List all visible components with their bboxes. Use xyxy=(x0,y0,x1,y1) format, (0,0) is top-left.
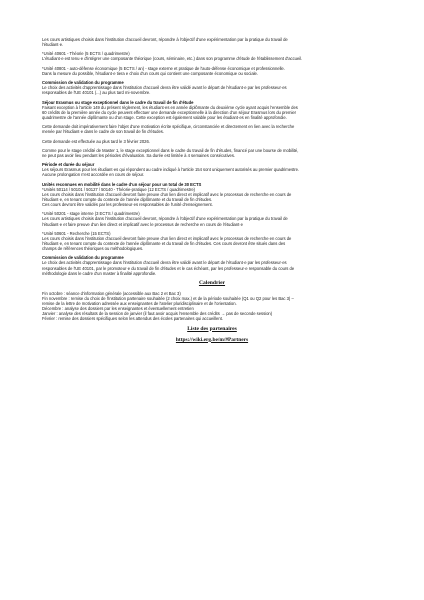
text-line: 60 crédits de la première année du cycle peuvent effectuer une demande exceptionnelle à la direction d'un séjour Erasmus lors du premier xyxy=(42,109,297,115)
text-line: l'étudiant·e et faire preuve d'un lien direct et implicatif avec le processus de recherche en cours de l'étudiant·e xyxy=(42,221,243,227)
text-line: l'étudiant·e, en tenant compte du contexte de l'année diplômante et du travail de fin d'études. Ces cours devront être situés dans des xyxy=(42,240,286,246)
text-line: méthodologie dans le cadre d'un master à finalité approfondie. xyxy=(42,270,157,276)
document-content xyxy=(42,37,382,344)
section-heading: Commission de validation du programme xyxy=(42,80,124,86)
text-line: Cette demande est effectuée au plus tard le 3 février 2026. xyxy=(42,138,150,144)
text-line: Les cours artistiques choisis dans l'institution d'accueil devront, répondre à l'objectif d'une expérimentation par la pratique du travail de xyxy=(42,37,288,42)
text-line: champs de références théoriques ou méthodologiques. xyxy=(42,246,144,252)
text-line: *Unité 40801 - auto-défense économique (5 ECTS / an) - stage externe et pratique de l'auto-défense économique et professionnelle. xyxy=(42,65,285,71)
text-line: remise de la lettre de motivation adressée aux enseignantes de l'atelier pluridisciplinaire et de l'orientation. xyxy=(42,301,237,307)
text-line: Dans la mesure du possible, l'étudiant·e tiera e choix d'un cours qui contient une composante économique ou sociale. xyxy=(42,70,258,76)
text-line: *Unité 50201 - stage interne (3 ECTS / quadrimestre) xyxy=(42,211,140,217)
paragraph xyxy=(42,100,382,120)
section-title: Liste des partenaires xyxy=(187,325,237,332)
text-line: Fin octobre : séance d'information générale (accessible aux Bac 2 et Bac 3) xyxy=(42,290,181,296)
text-line: quadrimestre de l'année diplômante ou d'un stage. Cette exception est également valable pour les étudiant·es en finalité approfondie. xyxy=(42,114,287,120)
section-title: Calendrier xyxy=(198,279,226,286)
paragraph xyxy=(42,66,382,76)
paragraph xyxy=(42,51,382,61)
text-line: menée par l'étudiant·e dans le cadre de son travail de fin d'études. xyxy=(42,129,164,135)
text-line: Cette demande doit impérativement faire l'objet d'une motivation écrite spécifique, circonstanciée et directement en lien avec la recherche xyxy=(42,124,295,130)
text-line: Décembre : analyse des dossiers par les enseignantes et éventuellement entretien xyxy=(42,306,194,312)
paragraph xyxy=(42,255,382,275)
paragraph xyxy=(42,231,382,251)
partners-link[interactable]: https://wiki.erg.be/m/#Partners xyxy=(175,336,249,343)
text-line: l'étudiant·e. xyxy=(42,42,64,48)
section-heading: Période et durée du séjour xyxy=(42,162,95,168)
paragraph xyxy=(42,124,382,134)
text-line: responsables de l'UE 40101, par le promoteur·e du travail de fin d'études et le cas échéant, par les professeur·e responsable du cours de xyxy=(42,265,295,271)
text-line: Le choix des activités d'apprentissage dans l'institution d'accueil devra être validé avant le départ de l'étudiant·e par les professeur·es xyxy=(42,85,287,91)
text-line: Les séjours Erasmus pour les étudiant·es qui répondent au cadre indiqué à l'article 154 sont uniquement autorisés au premier quadrimestre. xyxy=(42,167,300,173)
text-line: *Unités 50114 / 50101 / 50127 / 50140 - Théorie-pratique (12 ECTS / quadrimestre) xyxy=(42,186,196,192)
text-line: Les cours artistiques choisis dans l'institution d'accueil devront, répondre à l'objectif d'une expérimentation par la pratique du travail de xyxy=(42,216,288,222)
paragraph xyxy=(42,80,382,95)
paragraph xyxy=(42,162,382,177)
text-line: Comme pour le stage crédité de Master 1, le stage exceptionnel dans le cadre du travail de fin d'études, financé par une bourse de mobilité, xyxy=(42,147,299,153)
text-line: Février : remise des dossiers spécifiques selon les attendus des écoles partenaires qui accueillent. xyxy=(42,316,223,322)
text-line: responsables de l'UE 40101 (...) au plus tard mi-novembre. xyxy=(42,90,151,96)
text-line: Janvier : analyse des résultats de la session de janvier (il faut avoir acquis l'ensemble des crédits → pas de seconde session) xyxy=(42,311,273,317)
paragraph xyxy=(42,148,382,158)
paragraph xyxy=(42,291,382,322)
section-heading: Commission de validation du programme xyxy=(42,255,124,261)
text-line: ne peut pas avoir lieu pendant les périodes d'évaluation. Sa durée est limitée à 4 semaines consécutives. xyxy=(42,152,236,158)
text-line: Ces cours devront être validés par les professeur·es responsables de l'unité d'enseignement. xyxy=(42,202,213,208)
text-line: *Unité 50601 - Recherche (15 ECTS) xyxy=(42,230,111,236)
text-line: Aucune prolongation n'est accordée en cours de séjour. xyxy=(42,172,145,178)
section-heading: Séjour Erasmus ou stage exceptionnel dans le cadre du travail de fin d'étude xyxy=(42,99,194,105)
paragraph xyxy=(42,182,382,207)
text-line: Les cours choisis dans l'institution d'accueil devront faire preuve d'un lien direct et implicatif avec le processus de recherche en cours de xyxy=(42,235,292,241)
text-line: L'étudiant·e est tenu·e d'intégrer une composante théorique (cours, séminaire, etc.) dans son programme d'étude de l'établissement d'accueil. xyxy=(42,56,303,62)
paragraph xyxy=(42,139,382,144)
text-line: Les cours choisis dans l'institution d'accueil devront faire preuve d'un lien direct et implicatif avec le processus de recherche en cours de xyxy=(42,191,292,197)
text-line: l'étudiant·e, en tenant compte du contexte de l'année diplômante et du travail de fin d'études. xyxy=(42,196,213,202)
text-line: Faisant exception à l'article 149 du présent règlement, les étudiant·es en année diplômante du deuxième cycle ayant acquis l'ensemble des xyxy=(42,104,298,110)
text-line: Le choix des activités d'apprentissage dans l'institution d'accueil devra être validé avant le départ de l'étudiant·e par les professeur·es xyxy=(42,260,287,266)
paragraph xyxy=(42,211,382,226)
text-line: Fin novembre : remise du choix de l'institution partenaire souhaitée (2 choix max.) et de la période souhaitée (Q1 ou Q2 pour les Bac 3) – xyxy=(42,296,294,301)
section-heading: Unités reconnues en mobilité dans le cadre d'un séjour pour un total de 30 ECTS xyxy=(42,181,202,187)
paragraph xyxy=(42,37,382,47)
text-line: *Unité 40601 - Théorie (5 ECTS / quadrimestre) xyxy=(42,51,130,57)
